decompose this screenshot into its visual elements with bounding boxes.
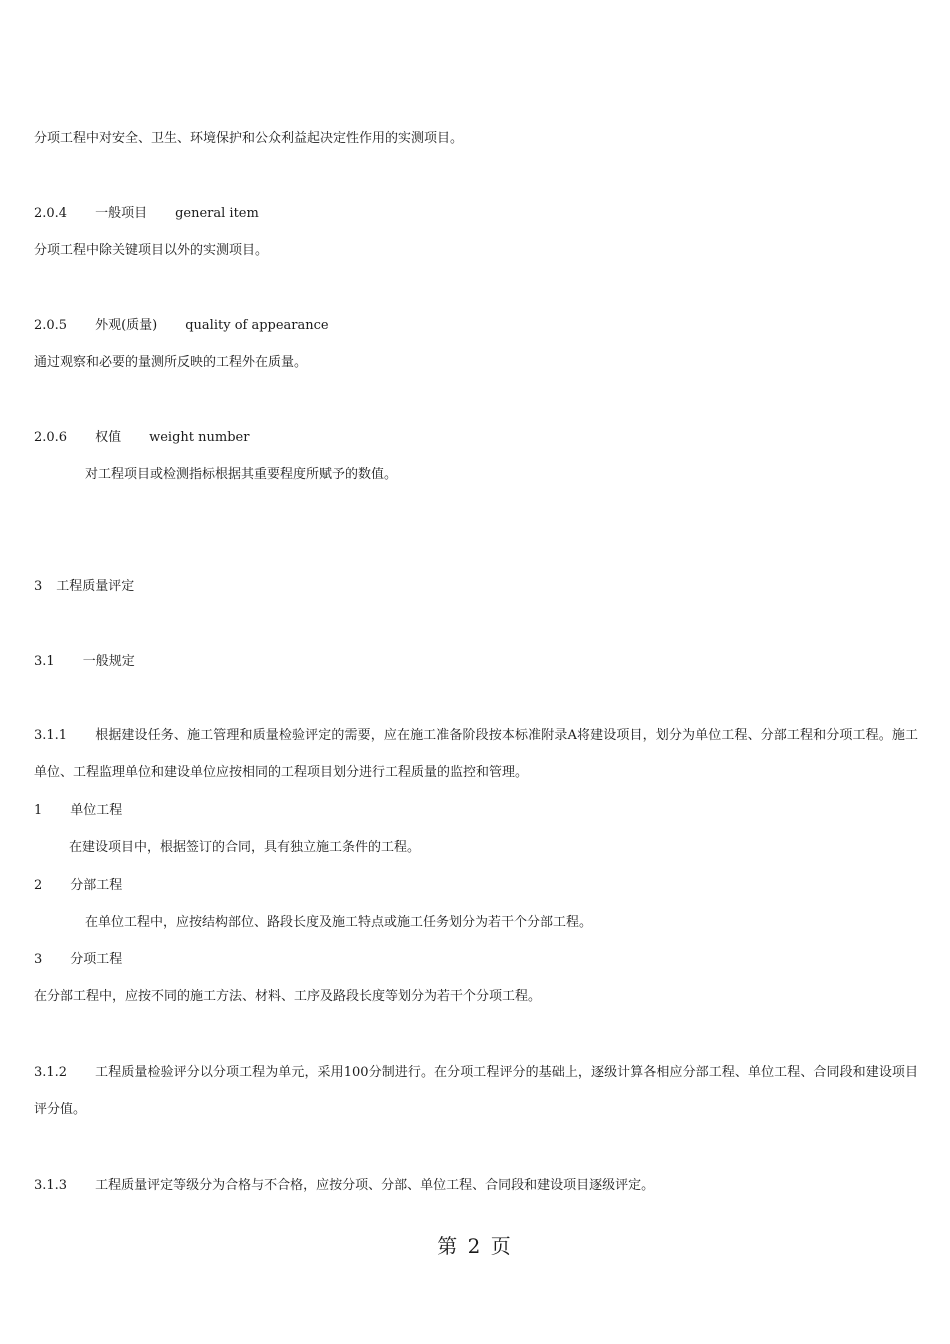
term-chinese: 外观(质量) xyxy=(95,318,158,333)
term-chinese: 一般项目 xyxy=(95,206,148,221)
section-title: 一般规定 xyxy=(82,654,135,669)
item-2-description: 在单位工程中，应按结构部位、路段长度及施工特点或施工任务划分为若干个分部工程。 xyxy=(85,915,593,930)
item-number: 2 xyxy=(34,878,43,893)
item-1-description: 在建设项目中，根据签订的合同，具有独立施工条件的工程。 xyxy=(69,840,421,855)
item-number: 3 xyxy=(34,952,43,967)
item-number: 1 xyxy=(34,803,43,818)
item-3-heading xyxy=(34,952,122,968)
item-title: 分部工程 xyxy=(70,878,123,893)
item-2-heading xyxy=(34,878,122,894)
clause-text: 根据建设任务、施工管理和质量检验评定的需要，应在施工准备阶段按本标准附录A将建设项目，划分为单位工程、分部工程和分项工程。施工单位、工程监理单位和建设单位应按相同的工程项目划分进行工程质量的监控和管理。 xyxy=(34,728,918,780)
term-english: general item xyxy=(175,206,259,221)
chapter-heading-3 xyxy=(34,579,134,595)
term-english: weight number xyxy=(149,430,250,445)
term-chinese: 权值 xyxy=(95,430,122,445)
paragraph-206-definition: 对工程项目或检测指标根据其重要程度所赋予的数值。 xyxy=(85,467,398,482)
item-1-heading xyxy=(34,803,122,819)
item-3-description: 在分部工程中，应按不同的施工方法、材料、工序及路段长度等划分为若干个分项工程。 xyxy=(34,989,542,1004)
section-number: 3.1 xyxy=(34,654,55,669)
section-heading-3-1 xyxy=(34,654,135,670)
page-number-footer: 第 2 页 xyxy=(437,1234,513,1258)
chapter-number: 3 xyxy=(34,579,43,594)
term-number: 2.0.6 xyxy=(34,430,68,445)
term-english: quality of appearance xyxy=(185,318,329,333)
clause-3-1-1 xyxy=(34,717,918,791)
paragraph-203-definition: 分项工程中对安全、卫生、环境保护和公众利益起决定性作用的实测项目。 xyxy=(34,131,464,146)
clause-3-1-2 xyxy=(34,1054,918,1128)
item-title: 单位工程 xyxy=(70,803,123,818)
clause-text: 工程质量评定等级分为合格与不合格，应按分项、分部、单位工程、合同段和建设项目逐级评定。 xyxy=(95,1178,655,1193)
item-title: 分项工程 xyxy=(70,952,123,967)
clause-number: 3.1.1 xyxy=(34,728,68,743)
clause-text: 工程质量检验评分以分项工程为单元，采用100分制进行。在分项工程评分的基础上，逐级计算各相应分部工程、单位工程、合同段和建设项目评分值。 xyxy=(34,1065,918,1117)
term-number: 2.0.4 xyxy=(34,206,68,221)
clause-number: 3.1.2 xyxy=(34,1065,68,1080)
clause-3-1-3 xyxy=(34,1178,654,1194)
paragraph-205-definition: 通过观察和必要的量测所反映的工程外在质量。 xyxy=(34,355,308,370)
term-heading-205 xyxy=(34,318,329,334)
term-number: 2.0.5 xyxy=(34,318,68,333)
term-heading-204 xyxy=(34,206,259,222)
term-heading-206 xyxy=(34,430,249,446)
clause-number: 3.1.3 xyxy=(34,1178,68,1193)
chapter-title: 工程质量评定 xyxy=(56,579,135,594)
paragraph-204-definition: 分项工程中除关键项目以外的实测项目。 xyxy=(34,243,269,258)
